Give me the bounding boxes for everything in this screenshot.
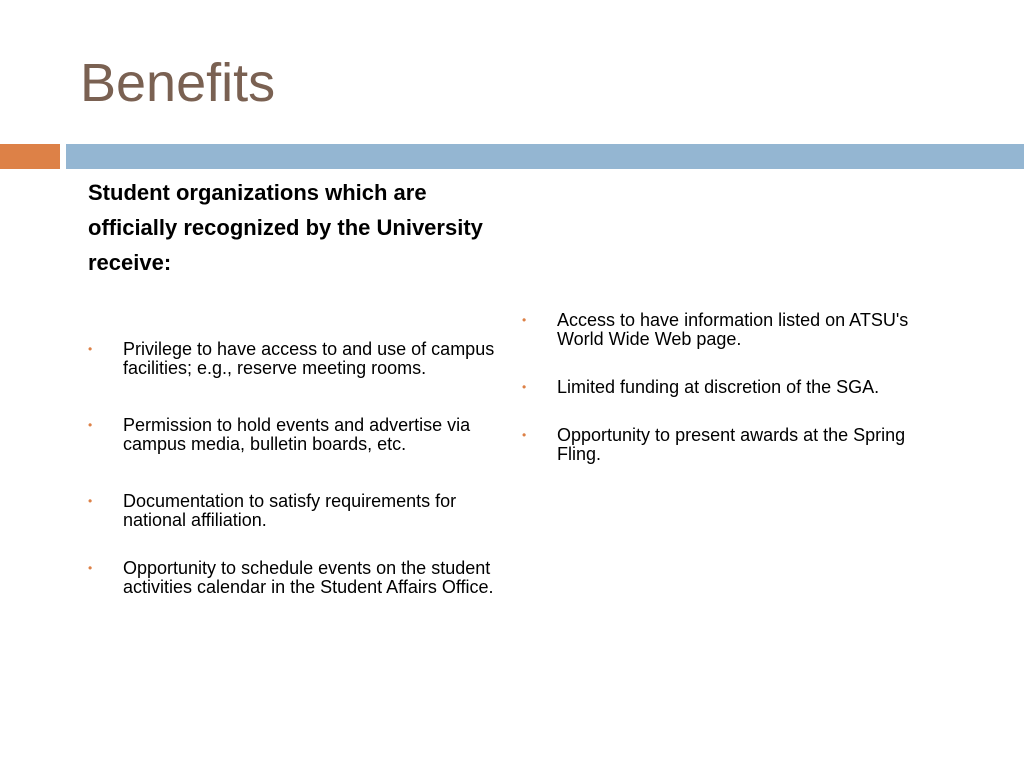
bullet-icon: •: [88, 418, 93, 432]
list-item: [88, 340, 498, 378]
list-item-text: Permission to hold events and advertise via campus media, bulletin boards, etc.: [123, 415, 471, 454]
intro-line: Student organizations which are: [88, 180, 427, 205]
list-item-text: Privilege to have access to and use of campus facilities; e.g., reserve meeting rooms.: [123, 339, 495, 378]
list-item: [522, 378, 942, 397]
bullet-icon: •: [88, 561, 93, 575]
list-item: [522, 426, 942, 464]
intro-line: officially recognized by the University: [88, 215, 483, 240]
list-item-text: Opportunity to present awards at the Spring Fling.: [557, 425, 906, 464]
list-item-text: Documentation to satisfy requirements for national affiliation.: [123, 491, 457, 530]
list-item: [522, 311, 942, 349]
bullet-icon: •: [522, 313, 527, 327]
blue-accent-bar: [66, 144, 1024, 169]
orange-accent-bar: [0, 144, 60, 169]
slide-title: Benefits: [80, 53, 276, 113]
list-item-text: Limited funding at discretion of the SGA.: [557, 377, 880, 397]
benefits-list-left: [88, 340, 498, 635]
bullet-icon: •: [88, 494, 93, 508]
list-item: [88, 492, 498, 530]
list-item: [88, 559, 498, 597]
bullet-icon: •: [88, 342, 93, 356]
bullet-icon: •: [522, 428, 527, 442]
list-item-text: Access to have information listed on ATSU's World Wide Web page.: [557, 310, 909, 349]
intro-heading: [88, 180, 508, 285]
benefits-list-right: [522, 311, 942, 493]
bullet-icon: •: [522, 380, 527, 394]
list-item: [88, 416, 498, 454]
intro-line: receive:: [88, 250, 172, 275]
list-item-text: Opportunity to schedule events on the student activities calendar in the Student Affairs Office.: [123, 558, 494, 597]
